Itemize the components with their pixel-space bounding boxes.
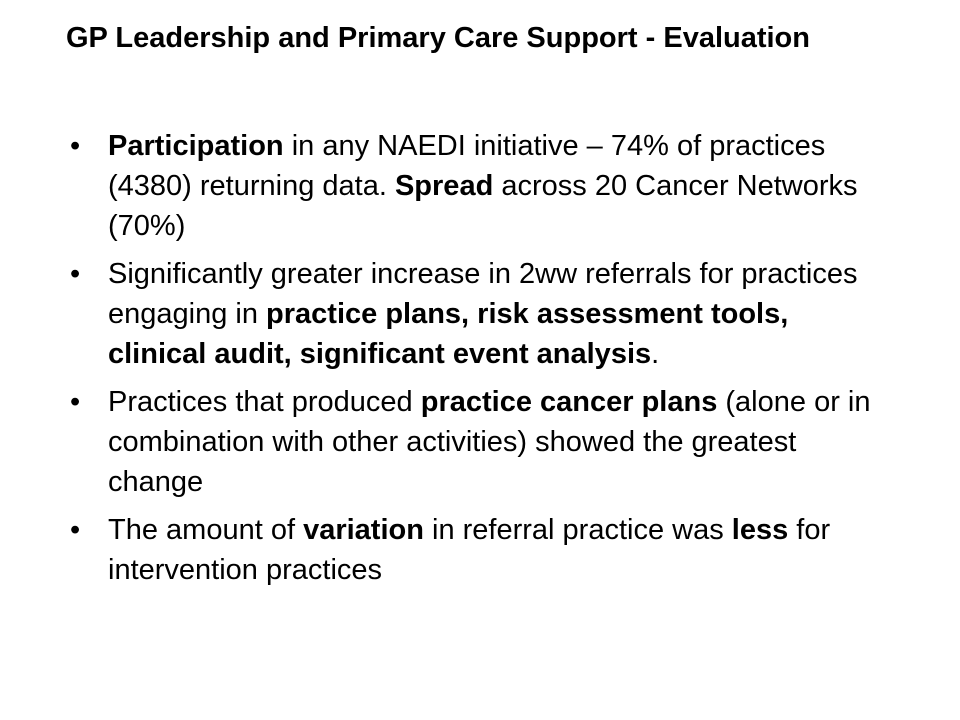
bullet-text-segment: across 20 Cancer Networks (70%) [108,170,858,242]
bullet-text-segment: for intervention practices [108,514,831,586]
bullet-list [70,126,890,598]
bullet-text-segment: practice cancer plans [420,386,718,418]
bullet-item [70,126,890,246]
slide-title: GP Leadership and Primary Care Support - Evaluation [66,22,810,54]
bullet-dot-icon: • [70,258,81,290]
bullet-text-segment: . [651,338,660,370]
bullet-text-segment: variation [303,514,424,546]
bullet-text-segment: practice plans, risk assessment tools, clinical audit, significant event analysis [108,298,789,370]
bullet-item [70,510,890,590]
bullet-text-segment: Spread [394,170,494,202]
bullet-text-segment: in referral practice was [423,514,732,546]
bullet-item [70,382,890,502]
bullet-item [70,254,890,374]
bullet-dot-icon: • [70,130,81,162]
bullet-text-segment: less [731,514,789,546]
bullet-dot-icon: • [70,514,81,546]
bullet-dot-icon: • [70,386,81,418]
bullet-text-segment: in any NAEDI initiative – 74% of practices (4380) returning data. [108,130,826,202]
bullet-text-segment: The amount of [108,514,304,546]
bullet-text-segment: Significantly greater increase in 2ww referrals for practices engaging in [108,258,858,330]
bullet-text-segment: Practices that produced [108,386,421,418]
bullet-text-segment: (alone or in combination with other activities) showed the greatest change [108,386,871,498]
bullet-text-segment: Participation [108,130,284,162]
